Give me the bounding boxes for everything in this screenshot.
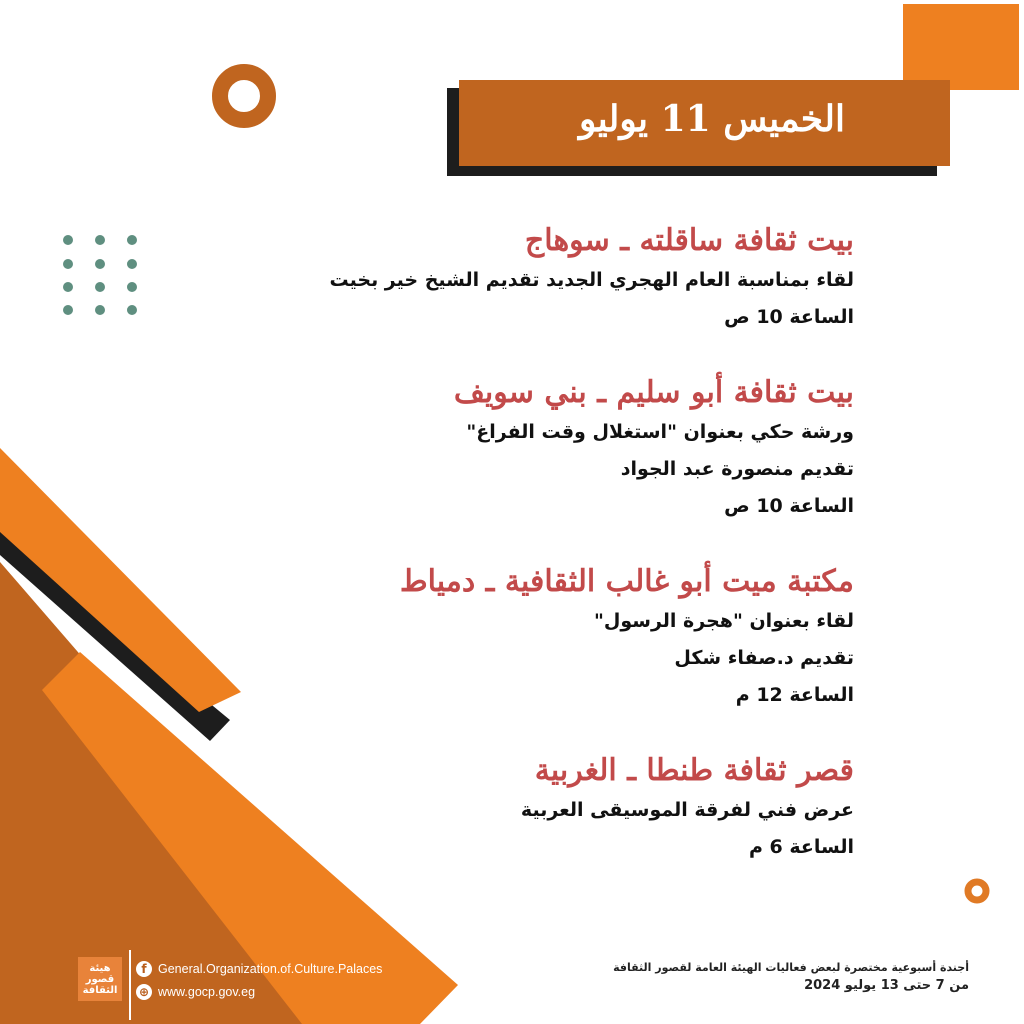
website-text: www.gocp.gov.eg: [158, 985, 256, 999]
event-time: الساعة 6 م: [748, 836, 854, 858]
event-description: ورشة حكي بعنوان "استغلال وقت الفراغ": [466, 421, 854, 443]
facebook-icon: f: [136, 961, 152, 977]
page-title: الخميس 11 يوليو: [578, 98, 845, 140]
ring-decoration-icon: [220, 72, 268, 120]
event-description: لقاء بمناسبة العام الهجري الجديد تقديم الشيخ خير بخيت: [329, 269, 854, 291]
agenda-description: أجندة أسبوعية مختصرة لبعض فعاليات الهيئة العامة لقصور الثقافة: [613, 961, 969, 974]
gocp-logo: هيئة قصور الثقافة: [78, 957, 122, 1001]
header-bar: [459, 80, 950, 166]
footer-agenda: [613, 960, 969, 996]
facebook-text: General.Organization.of.Culture.Palaces: [158, 962, 383, 976]
event-venue-title: بيت ثقافة ساقلته ـ سوهاج: [524, 223, 854, 258]
facebook-link[interactable]: [136, 959, 382, 979]
event-presenter: تقديم منصورة عبد الجواد: [620, 458, 854, 480]
event-item: [294, 372, 854, 525]
event-time: الساعة 10 ص: [724, 306, 854, 328]
event-item: [294, 220, 854, 336]
event-presenter: تقديم د.صفاء شكل: [674, 647, 854, 669]
event-venue-title: مكتبة ميت أبو غالب الثقافية ـ دمياط: [399, 564, 854, 599]
event-item: [294, 561, 854, 714]
website-link[interactable]: [136, 982, 255, 1002]
event-venue-title: قصر ثقافة طنطا ـ الغربية: [534, 753, 854, 788]
event-item: [294, 750, 854, 866]
event-venue-title: بيت ثقافة أبو سليم ـ بني سويف: [453, 375, 854, 410]
small-ring-icon: [968, 882, 986, 900]
dot-grid-icon: [63, 235, 137, 315]
event-time: الساعة 12 م: [735, 684, 854, 706]
top-right-square: [903, 4, 1019, 90]
globe-icon: ⊕: [136, 984, 152, 1000]
event-description: لقاء بعنوان "هجرة الرسول": [593, 610, 854, 632]
agenda-date-range: من 7 حتى 13 يوليو 2024: [804, 978, 969, 993]
event-time: الساعة 10 ص: [724, 495, 854, 517]
event-description: عرض فني لفرقة الموسيقى العربية: [520, 799, 854, 821]
events-list: [294, 220, 854, 902]
date-header: [447, 80, 950, 176]
